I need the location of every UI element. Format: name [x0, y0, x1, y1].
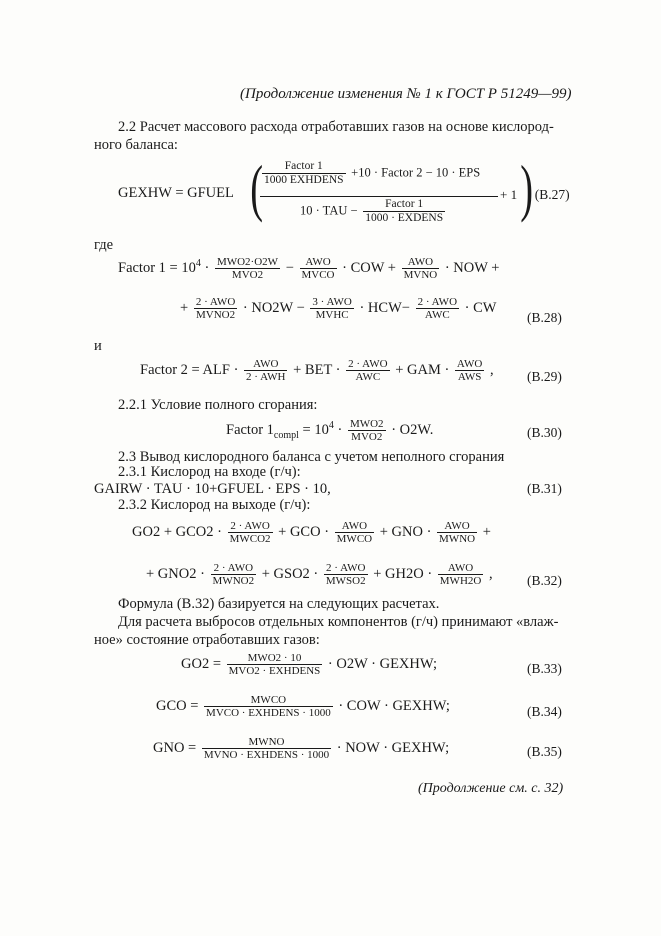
equation-b28-line1: Factor $1 = 10^4$ · $\frac{\text{MWO2·O2W}}{\text{MVO2}}$ − $\frac{\text{AWO}}{\text{MVCO}}$ · COW + $\frac{\text{AWO}}{\text{MVNO}}$ · NOW + — [118, 256, 500, 282]
eq32-number: (B.32) — [527, 573, 562, 588]
eq28-frac-e: $\frac{\text{3 · AWO}}{\text{MVHC}}$ — [312, 296, 352, 322]
paragraph-2-line1: Для расчета выбросов отдельных компонентов (г/ч) принимают «влаж- — [118, 614, 559, 630]
eq27-left-paren: ( — [250, 152, 264, 223]
eq27-bottom-row — [300, 198, 447, 224]
eq27-frac-top: $\frac{\text{Factor 1}}{\text{1000 EXHDENS}}$ — [264, 160, 344, 186]
eq35-number: (B.35) — [527, 744, 562, 759]
eq30-frac: $\frac{\text{MWO2}}{\text{MVO2}}$ — [349, 418, 384, 444]
section-2-2-1: 2.2.1 Условие полного сгорания: — [118, 397, 318, 413]
eq31-number: (B.31) — [527, 481, 562, 496]
page-footer: (Продолжение см. с. 32) — [418, 781, 564, 796]
equation-b34: GCO = $\frac{\text{MWCO}}{\text{MVCO · EXHDENS · 1000}}$ · COW · GEXHW; — [156, 694, 450, 720]
eq28-frac-b: $\frac{\text{AWO}}{\text{MVCO}}$ — [301, 256, 335, 282]
and-label: и — [94, 338, 102, 354]
eq29-frac-c: $\frac{\text{AWO}}{\text{AWS}}$ — [456, 358, 483, 384]
eq29-frac-b: $\frac{\text{2 · AWO}}{\text{AWC}}$ — [348, 358, 388, 384]
eq27-lhs: GEXHW = GFUEL — [118, 185, 234, 201]
paragraph-1: Формула (B.32) базируется на следующих расчетах. — [118, 596, 440, 612]
eq28-frac-d: $\frac{\text{2 · AWO}}{\text{MVNO2}}$ — [195, 296, 236, 322]
eq34-frac: $\frac{\text{MWCO}}{\text{MVCO · EXHDENS · 1000}}$ — [206, 694, 331, 720]
eq32-frac-b: $\frac{\text{AWO}}{\text{MWCO}}$ — [336, 520, 373, 546]
eq28-frac-c: $\frac{\text{AWO}}{\text{MVNO}}$ — [403, 256, 438, 282]
eq32-frac-a: $\frac{\text{2 · AWO}}{\text{MWCO2}}$ — [229, 520, 271, 546]
eq29-number: (B.29) — [527, 369, 562, 384]
eq30-number: (B.30) — [527, 425, 562, 440]
equation-b31: GAIRW · TAU · 10+GFUEL · EPS · 10, — [94, 481, 331, 497]
equation-b28-line2: + $\frac{\text{2 · AWO}}{\text{MVNO2}}$ · NO2W − $\frac{\text{3 · AWO}}{\text{MVHC}}$ · HCW− $\frac{\text{2 · AWO}}{\text{AWC}}$ · CW — [180, 296, 497, 322]
eq33-frac: $\frac{\text{MWO2 · 10}}{\text{MVO2 · EXHDENS}}$ — [228, 652, 321, 678]
equation-b27 — [118, 152, 578, 232]
eq28-frac-f: $\frac{\text{2 · AWO}}{\text{AWC}}$ — [417, 296, 458, 322]
eq27-frac-bottom: $\frac{\text{Factor 1}}{\text{1000 · EXDENS}}$ — [365, 198, 444, 224]
eq27-top-row — [260, 160, 480, 186]
eq28-number: (B.28) — [527, 310, 562, 325]
eq32-frac-d: $\frac{\text{2 · AWO}}{\text{MWNO2}}$ — [212, 562, 255, 588]
eq27-right-paren: ) — [520, 152, 534, 223]
eq28-frac-a: $\frac{\text{MWO2·O2W}}{\text{MVO2}}$ — [216, 256, 279, 282]
eq27-plus-one: + 1 — [500, 187, 518, 202]
eq28-exp: 4 — [195, 258, 201, 270]
eq27-bot-left: 10 · TAU − — [300, 203, 358, 218]
equation-b32-line2: + GNO2 · $\frac{\text{2 · AWO}}{\text{MWNO2}}$ + GSO2 · $\frac{\text{2 · AWO}}{\text{MWSO2}}$ + GH2O · $\frac{\text{AWO}}{\text{MWH2O}}$ , — [146, 562, 493, 588]
page-header: (Продолжение изменения № 1 к ГОСТ Р 51249—99) — [240, 86, 572, 102]
equation-b35: GNO = $\frac{\text{MWNO}}{\text{MVNO · EXHDENS · 1000}}$ · NOW · GEXHW; — [153, 736, 450, 762]
eq29-frac-a: $\frac{\text{AWO}}{\text{2 · AWH}}$ — [246, 358, 286, 384]
eq27-number: , (B.27) — [528, 187, 570, 202]
where-label: где — [94, 237, 114, 253]
section-2-3: 2.3 Вывод кислородного баланса с учетом неполного сгорания — [118, 449, 505, 465]
eq32-frac-f: $\frac{\text{AWO}}{\text{MWH2O}}$ — [439, 562, 482, 588]
eq32-frac-e: $\frac{\text{2 · AWO}}{\text{MWSO2}}$ — [325, 562, 366, 588]
eq35-frac: $\frac{\text{MWNO}}{\text{MVNO · EXHDENS · 1000}}$ — [203, 736, 330, 762]
section-2-2-line2: ного баланса: — [94, 137, 178, 153]
equation-b32-line1: GO2 + GCO2 · $\frac{\text{2 · AWO}}{\text{MWCO2}}$ + GCO · $\frac{\text{AWO}}{\text{MWCO}}$ + GNO · $\frac{\text{AWO}}{\text{MWNO}}$ + — [132, 520, 491, 546]
equation-b29: Factor 2 = ALF · $\frac{\text{AWO}}{\text{2 · AWH}}$ + BET · $\frac{\text{2 · AWO}}{\text{AWC}}$ + GAM · $\frac{\text{AWO}}{\text{AWS}}$ , — [140, 358, 494, 384]
eq27-main-bar — [260, 196, 498, 197]
eq33-number: (B.33) — [527, 661, 562, 676]
eq27-mid: +10 · Factor 2 − 10 · EPS — [351, 165, 481, 180]
eq34-number: (B.34) — [527, 704, 562, 719]
equation-b33: GO2 = $\frac{\text{MWO2 · 10}}{\text{MVO2 · EXHDENS}}$ · O2W · GEXHW; — [181, 652, 438, 678]
eq32-frac-c: $\frac{\text{AWO}}{\text{MWNO}}$ — [439, 520, 476, 546]
equation-b30: Factor $1_{compl} = 10^4$ · $\frac{\text{MWO2}}{\text{MVO2}}$ · O2W. — [226, 418, 434, 444]
section-2-2-line1: 2.2 Расчет массового расхода отработавших газов на основе кислород- — [118, 119, 554, 135]
eq28-lhs: Factor 1 = 10 — [118, 259, 196, 276]
paragraph-2-line2: ное» состояние отработавших газов: — [94, 632, 320, 648]
section-2-3-2: 2.3.2 Кислород на выходе (г/ч): — [118, 497, 311, 513]
section-2-3-1: 2.3.1 Кислород на входе (г/ч): — [118, 464, 301, 480]
